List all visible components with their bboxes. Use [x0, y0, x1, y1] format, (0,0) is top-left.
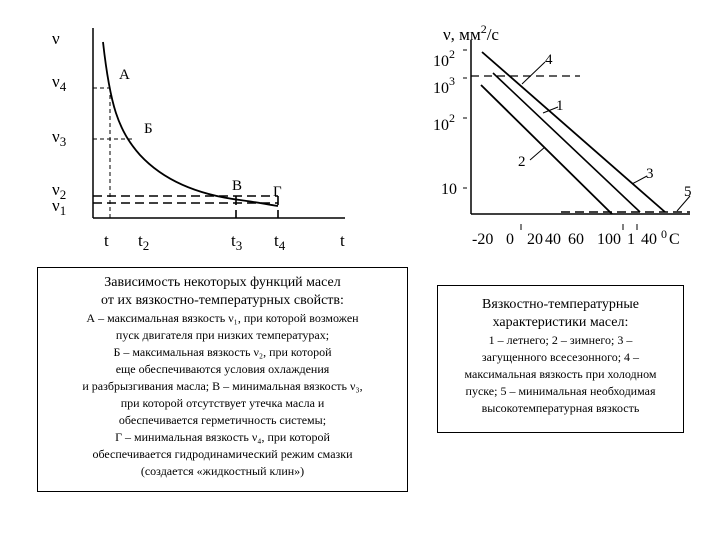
caption-left-line: Г – минимальная вязкость ν₄, при которой: [115, 430, 330, 444]
left-y-axis-label: ν: [52, 29, 60, 48]
caption-right-line: пуске; 5 – минимальная необходимая: [465, 384, 656, 398]
caption-right-title-1: Вязкостно-температурные: [481, 297, 640, 312]
caption-left-line: (создается «жидкостный клин»): [140, 464, 305, 478]
tick-nu4: $\nu_4$: [52, 72, 67, 94]
tick-t4: $t_4$: [274, 231, 286, 253]
oil-line-multigrade: [493, 73, 640, 212]
point-label-g: Г: [273, 184, 282, 200]
leader-2: [530, 147, 545, 160]
caption-left-title-2: от их вязкостно-температурных свойств:: [101, 293, 344, 308]
caption-left-line: Б – максимальная вязкость ν₂, при которой: [113, 345, 332, 359]
right-ytick-2: $10^2$: [433, 111, 455, 134]
curve-label-2: 2: [518, 154, 526, 170]
tick-t2: $t_2$: [138, 231, 150, 253]
caption-left-line: еще обеспечиваются условия охлаждения: [115, 362, 330, 376]
tick-t1: t: [104, 231, 109, 250]
point-label-b: Б: [144, 121, 153, 137]
caption-left-line: обеспечивается герметичность системы;: [118, 413, 327, 427]
xtick-1: 1: [627, 231, 635, 248]
xtick-degree: 0: [661, 227, 667, 241]
point-label-v: В: [232, 178, 243, 194]
xtick-m20: -20: [472, 231, 494, 248]
caption-left-line: А – максимальная вязкость ν₁, при которой возможен: [86, 311, 359, 325]
tick-nu1: $\nu_1$: [52, 196, 67, 218]
leader-3: [632, 176, 647, 184]
caption-right-line: высокотемпературная вязкость: [481, 401, 640, 415]
tick-nu2: $\nu_2$: [52, 180, 67, 202]
tick-nu3: $\nu_3$: [52, 127, 67, 149]
right-ytick-1: $10^3$: [433, 74, 455, 97]
caption-left-title-1: Зависимость некоторых функций масел: [104, 275, 341, 290]
caption-left-line: пуск двигателя при низких температурах;: [115, 328, 330, 342]
right-y-axis-label: ν, $мм^2/с$: [443, 22, 499, 44]
caption-right-line: 1 – летнего; 2 – зимнего; 3 –: [488, 333, 633, 347]
caption-left-line: и разбрызгивания масла; В – минимальная вязкость ν₃,: [82, 379, 363, 393]
curve-label-4: 4: [545, 52, 553, 68]
right-ytick-3: 10: [441, 181, 457, 198]
caption-left: [37, 267, 408, 492]
caption-left-line: при которой отсутствует утечка масла и: [120, 396, 325, 410]
left-x-axis-label: t: [340, 231, 345, 250]
xtick-100: 100: [597, 231, 621, 248]
right-ytick-0: $10^2$: [433, 47, 455, 70]
xtick-40: 40: [545, 231, 561, 248]
caption-right-line: загущенного всесезонного; 4 –: [481, 350, 640, 364]
right-chart: [433, 22, 692, 248]
caption-left-line: обеспечивается гидродинамический режим смазки: [92, 447, 353, 461]
oil-line-summer: [482, 52, 665, 212]
xtick-40b: 40: [641, 231, 657, 248]
left-chart: [52, 28, 345, 253]
xtick-60: 60: [568, 231, 584, 248]
curve-label-3: 3: [646, 166, 654, 182]
curve-label-5: 5: [684, 184, 692, 200]
leader-4: [522, 62, 545, 84]
caption-right-title-2: характеристики масел:: [492, 315, 629, 330]
caption-right: [437, 285, 684, 433]
point-label-a: А: [119, 67, 130, 83]
xtick-0: 0: [506, 231, 514, 248]
caption-right-line: максимальная вязкость при холодном: [464, 367, 657, 381]
xtick-20: 20: [527, 231, 543, 248]
tick-t3: $t_3$: [231, 231, 243, 253]
curve-label-1: 1: [556, 98, 564, 114]
xtick-celsius: С: [669, 231, 680, 248]
